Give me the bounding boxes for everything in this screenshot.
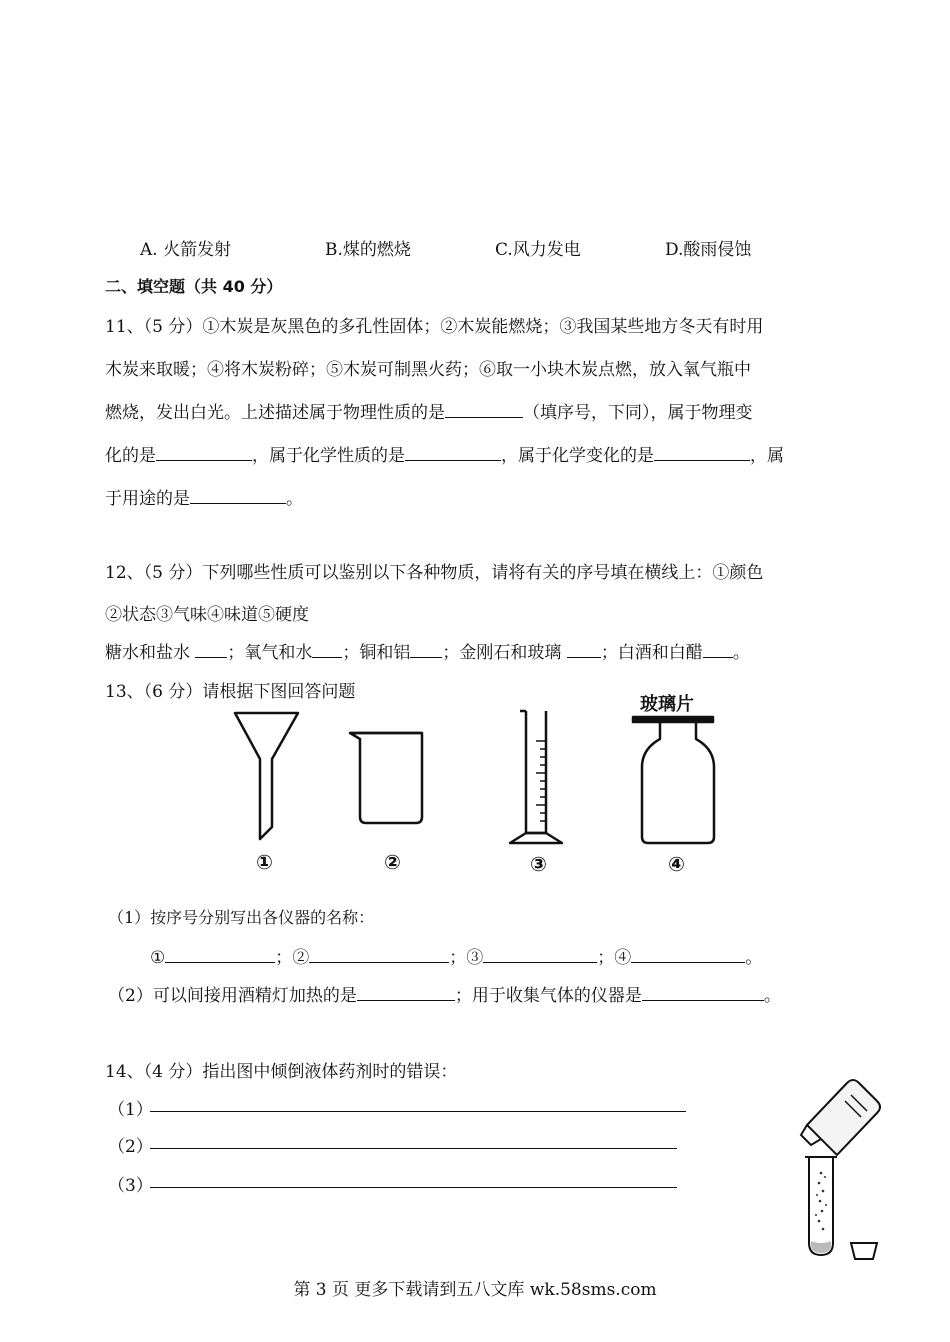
q12-line1: 12、（5 分）下列哪些性质可以鉴别以下各种物质，请将有关的序号填在横线上：①颜色 [105, 563, 764, 583]
blank-usage[interactable] [190, 485, 286, 504]
apparatus-figure [220, 705, 740, 855]
option-d: D.酸雨侵蚀 [665, 240, 752, 260]
q12-line3 [105, 638, 750, 663]
q13-text: ；② [275, 948, 310, 968]
q12-text: ；金刚石和玻璃 [442, 643, 567, 663]
q12-text: ；铜和铝 [342, 643, 411, 663]
q11-line1: 11、（5 分）①木炭是灰黑色的多孔性固体；②木炭能燃烧；③我国某些地方冬天有时用 [105, 317, 764, 337]
q11-line2: 木炭来取暖；④将木炭粉碎；⑤木炭可制黑火药；⑥取一小块木炭点燃，放入氧气瓶中 [105, 360, 751, 380]
blank-gas-collector[interactable] [642, 982, 764, 1001]
q11-text: 燃烧，发出白光。上述描述属于物理性质的是 [105, 403, 445, 423]
q13-title: 13、（6 分）请根据下图回答问题 [105, 682, 356, 702]
q13-text: ；③ [449, 948, 484, 968]
stopper-icon [851, 1243, 877, 1259]
q11-text: 于用途的是 [105, 489, 190, 509]
pouring-figure [795, 1075, 885, 1265]
q13-text: （2）可以间接用酒精灯加热的是 [108, 986, 357, 1006]
q13-text: ；用于收集气体的仪器是 [454, 986, 642, 1006]
q11-line5 [105, 484, 303, 509]
blank-chemical-change[interactable] [654, 442, 750, 461]
page-footer: 第 3 页 更多下载请到五八文库 wk.58sms.com [293, 1280, 657, 1300]
blank-sugar-salt[interactable] [195, 639, 227, 658]
q11-text: （填序号，下同），属于物理变 [523, 403, 753, 423]
blank-instrument-2[interactable] [309, 944, 449, 963]
q13-text: 。 [745, 948, 763, 968]
q13-sub2 [108, 981, 781, 1006]
answer-line-2[interactable] [150, 1148, 677, 1149]
q13-text: ① [150, 948, 166, 968]
q13-text: 。 [763, 986, 781, 1006]
blank-instrument-3[interactable] [483, 944, 597, 963]
answer-line-3[interactable] [150, 1187, 677, 1188]
q12-text: 糖水和盐水 [105, 643, 196, 663]
q11-text: ，属于化学变化的是 [501, 446, 654, 466]
section-title: 二、填空题（共 40 分） [105, 277, 283, 296]
q12-text: 。 [732, 643, 750, 663]
q11-line4 [105, 441, 784, 466]
q12-text: ；氧气和水 [227, 643, 313, 663]
q12-text: ；白酒和白醋 [600, 643, 703, 663]
option-a: A. 火箭发射 [140, 240, 232, 260]
q11-text: 。 [286, 489, 303, 509]
q14-title: 14、（4 分）指出图中倾倒液体药剂时的错误： [105, 1062, 458, 1082]
blank-physical-change[interactable] [156, 442, 252, 461]
q14-label-3: （3） [108, 1176, 153, 1196]
reagent-bottle-icon [801, 1080, 880, 1155]
blank-instrument-1[interactable] [165, 944, 275, 963]
answer-line-1[interactable] [150, 1111, 686, 1112]
blank-copper-aluminum[interactable] [410, 639, 442, 658]
gas-bottle-icon [633, 717, 714, 843]
funnel-icon [235, 713, 298, 839]
blank-chemical-property[interactable] [405, 442, 501, 461]
option-b: B.煤的燃烧 [325, 240, 411, 260]
option-c: C.风力发电 [495, 240, 581, 260]
graduated-cylinder-icon [510, 711, 562, 843]
q13-names-line [150, 943, 762, 968]
q11-line3 [105, 398, 753, 423]
q11-text: 化的是 [105, 446, 156, 466]
blank-liquor-vinegar[interactable] [703, 639, 733, 658]
glass-plate-label: 玻璃片 [640, 694, 694, 715]
blank-diamond-glass[interactable] [567, 639, 601, 658]
q12-line2: ②状态③气味④味道⑤硬度 [105, 605, 309, 625]
q14-label-2: （2） [108, 1137, 153, 1157]
figure-label-1: ① [256, 850, 273, 874]
q13-text: ；④ [597, 948, 632, 968]
blank-heatable[interactable] [357, 982, 455, 1001]
q11-text: ，属 [750, 446, 784, 466]
q13-sub1: （1）按序号分别写出各仪器的名称： [108, 908, 375, 927]
test-tube-icon [805, 1157, 837, 1255]
beaker-icon [350, 733, 422, 823]
q11-text: ，属于化学性质的是 [252, 446, 405, 466]
blank-oxygen-water[interactable] [312, 639, 342, 658]
figure-label-2: ② [384, 850, 401, 874]
q14-label-1: （1） [108, 1100, 153, 1120]
figure-label-4: ④ [668, 852, 685, 876]
blank-physical-property[interactable] [445, 399, 523, 418]
blank-instrument-4[interactable] [631, 944, 745, 963]
figure-label-3: ③ [530, 852, 547, 876]
